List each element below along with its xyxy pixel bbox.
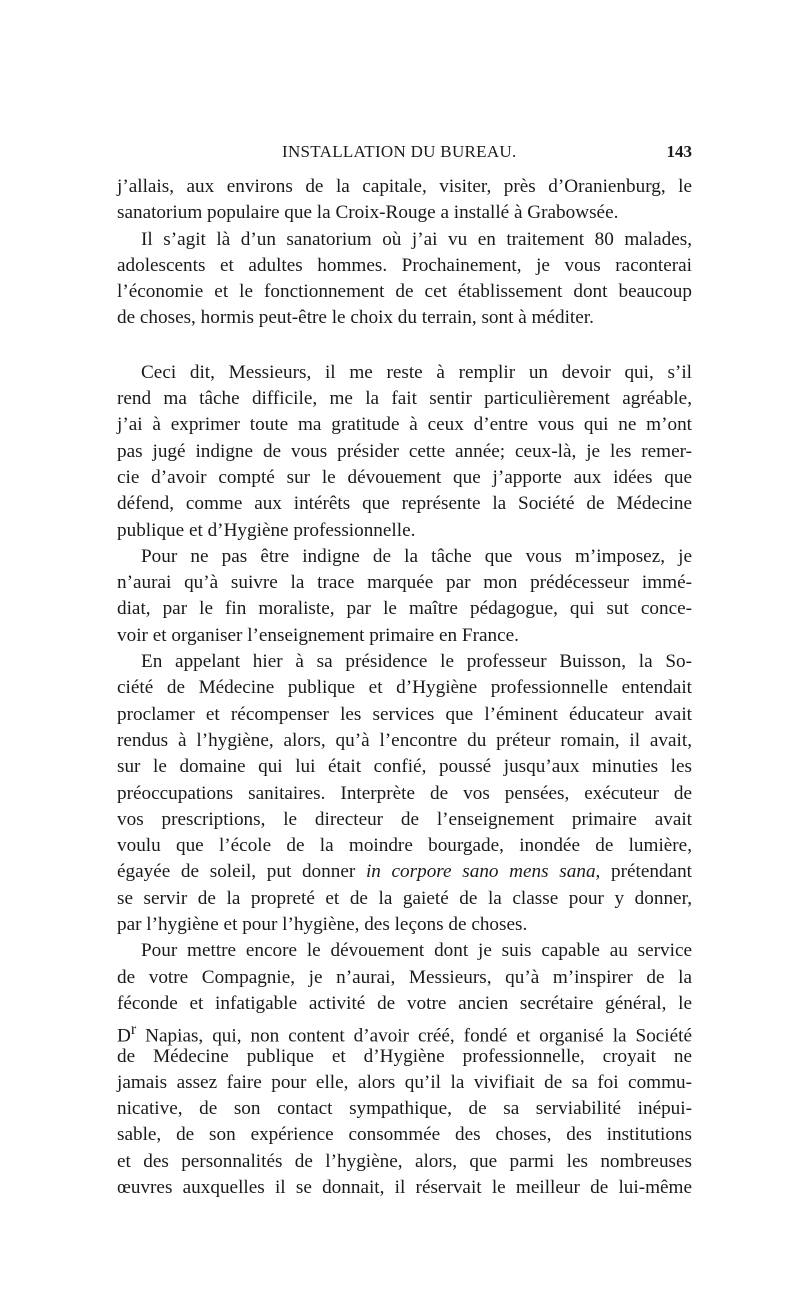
text-line: se servir de la propreté et de la gaieté de la classe pour y donner,	[117, 887, 692, 909]
text-line: rend ma tâche difficile, me la fait sentir particulièrement agréable,	[117, 388, 692, 410]
text-line: Pour ne pas être indigne de la tâche que vous m’imposez, je	[141, 545, 692, 567]
text-line: Pour mettre encore le dévouement dont je suis capable au service	[141, 940, 692, 962]
paragraph	[117, 360, 692, 544]
text-line: sable, de son expérience consommée des choses, des institutions	[117, 1124, 692, 1146]
text-fragment: égayée de soleil, put donner	[117, 861, 356, 883]
paragraph	[117, 544, 692, 649]
text-line: rendus à l’hygiène, alors, qu’à l’encontre du préteur romain, il avait,	[117, 729, 692, 751]
section-gap	[117, 332, 692, 360]
text-line: pas jugé indigne de vous présider cette année; ceux-là, je les remer-	[117, 440, 692, 462]
text-line: publique et d’Hygiène professionnelle.	[117, 519, 416, 541]
text-line: cie d’avoir compté sur le dévouement que j’apporte aux idées que	[117, 466, 692, 488]
page-header	[0, 142, 800, 168]
text-line: j’ai à exprimer toute ma gratitude à ceux d’entre vous qui ne m’ont	[117, 414, 692, 436]
page-number: 143	[666, 142, 692, 161]
text-line: défend, comme aux intérêts que représente la Société de Médecine	[117, 493, 692, 515]
text-line: diat, par le fin moraliste, par le maître pédagogue, qui sut conce-	[117, 598, 692, 620]
paragraph	[117, 649, 692, 938]
text-line: sur le domaine qui lui était confié, poussé jusqu’aux minuties les	[117, 756, 692, 778]
text-line: nicative, de son contact sympathique, de sa serviabilité inépui-	[117, 1098, 692, 1120]
text-line: par l’hygiène et pour l’hygiène, des leçons de choses.	[117, 914, 528, 936]
latin-phrase: in corpore sano mens sana	[365, 861, 596, 883]
text-line: et des personnalités de l’hygiène, alors, que parmi les nombreuses	[117, 1150, 692, 1172]
text-line: œuvres auxquelles il se donnait, il réservait le meilleur de lui-même	[117, 1176, 692, 1198]
body-text	[117, 174, 692, 1201]
text-fragment: Napias, qui, non content d’avoir créé, fondé et organisé la Société	[145, 1025, 693, 1047]
text-line-with-title	[117, 1017, 693, 1047]
text-line: sanatorium populaire que la Croix-Rouge a installé à Grabowsée.	[117, 202, 619, 224]
title-abbrev: D	[117, 1025, 131, 1047]
paragraph	[117, 227, 692, 332]
text-line: n’aurai qu’à suivre la trace marquée par mon prédécesseur immé-	[117, 572, 692, 594]
title-superscript: r	[130, 1021, 137, 1039]
text-line: jamais assez faire pour elle, alors qu’il la vivifiait de sa foi commu-	[117, 1071, 692, 1093]
text-line-with-latin	[117, 859, 692, 885]
text-line: proclamer et récompenser les services que l’éminent éducateur avait	[117, 703, 692, 725]
text-fragment: , prétendant	[595, 861, 692, 883]
text-line: Ceci dit, Messieurs, il me reste à remplir un devoir qui, s’il	[141, 361, 692, 383]
text-line: voulu que l’école de la moindre bourgade, inondée de lumière,	[117, 835, 692, 857]
text-line: l’économie et le fonctionnement de cet établissement dont beaucoup	[117, 281, 692, 303]
paragraph	[117, 938, 692, 1201]
text-line: j’allais, aux environs de la capitale, visiter, près d’Oranienburg, le	[117, 176, 692, 197]
paragraph	[117, 174, 692, 227]
text-line: ciété de Médecine publique et d’Hygiène professionnelle entendait	[117, 677, 692, 699]
text-line: féconde et infatigable activité de votre ancien secrétaire général, le	[117, 992, 692, 1014]
text-line: voir et organiser l’enseignement primaire en France.	[117, 624, 519, 646]
text-line: adolescents et adultes hommes. Prochainement, je vous raconterai	[117, 254, 692, 276]
text-line: de votre Compagnie, je n’aurai, Messieurs, qu’à m’inspirer de la	[117, 966, 692, 988]
text-line: de choses, hormis peut-être le choix du terrain, sont à méditer.	[117, 307, 594, 329]
text-line: préoccupations sanitaires. Interprète de vos pensées, exécuteur de	[117, 782, 692, 804]
text-line: vos prescriptions, le directeur de l’enseignement primaire avait	[117, 808, 692, 830]
text-line: En appelant hier à sa présidence le professeur Buisson, la So-	[141, 651, 692, 673]
text-line: Il s’agit là d’un sanatorium où j’ai vu en traitement 80 malades,	[141, 228, 692, 250]
running-title: INSTALLATION DU BUREAU.	[282, 142, 517, 161]
text-line: de Médecine publique et d’Hygiène professionnelle, croyait ne	[117, 1045, 692, 1067]
